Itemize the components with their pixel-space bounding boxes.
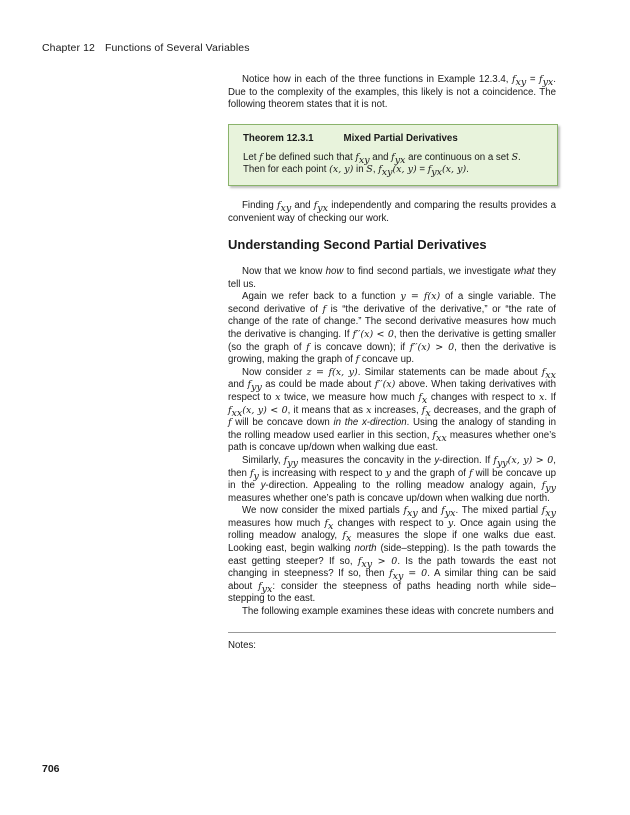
after-theorem-paragraph: Finding $f_{xy}$ and $f_{yx}$ independently and comparing the results provides a convenient way of checking our work. (228, 200, 556, 224)
body-text (228, 266, 556, 619)
theorem-title: Theorem 12.3.1 Mixed Partial Derivatives (243, 133, 458, 144)
chapter-label: Chapter 12 (42, 42, 95, 54)
notes-divider (228, 632, 556, 633)
theorem-body: Let f be defined such that $f_{xy}$ and $f_{yx}$ are continuous on a set S. Then for each point (x, y) in S, $f_{xy}(x$, $y) = f_{yx}(x$, y). (243, 151, 521, 179)
paragraph: Similarly, $f_{yy}$ measures the concavity in the y-direction. If $f_{yy}(x$, y) > 0, then $f_y$ is increasing with respect to y and the graph of f will be concave up in the y-direction. Appealing to the rolling meadow analogy again, $f_{yy}$ measures whether one’s path is concave up/down when walking due north. (228, 454, 556, 504)
chapter-title: Functions of Several Variables (104, 42, 250, 54)
paragraph: Now that we know how to find second partials, we investigate what they tell us. (228, 266, 556, 290)
paragraph: The following example examines these ideas with concrete numbers and (242, 606, 554, 618)
paragraph: Now consider z = f(x, y). Similar statements can be made about $f_{xx}$ and $f_{yy}$ as could be made about f′′(x) above. When taking derivatives with respect to x twice, we measure how much $f_x$ changes with respect to x. If $f_{xx}(x$, y) < 0, it means that as x increases, $f_x$ decreases, and the graph of f will be concave down in the x-direction. Using the analogy of standing in the rolling meadow used earlier in this section, $f_{xx}$ measures whether one’s path is concave up/down when walking due east. (228, 366, 557, 454)
paragraph: Again we refer back to a function y = f(x) of a single variable. The second derivative of f is “the derivative of the derivative,” or “the rate of change of the rate of change.” The second derivative measures how much the derivative is changing. If f′′(x) < 0, then the derivative is getting smaller (so the graph of f is concave down); if f′′(x) > 0, then the derivative is growing, making the graph of f concave up. (228, 291, 556, 366)
running-header (42, 42, 250, 54)
paragraph: We now consider the mixed partials $f_{xy}$ and $f_{yx}$. The mixed partial $f_{xy}$ measures how much $f_x$ changes with respect to y. Once again using the rolling meadow analogy, $f_x$ measures the slope if one walks due east. Looking east, begin walking north (side–stepping). Is the path towards the east getting steeper? If so, $f_{xy} > 0$. Is the path towards the east not changing in steepness? If so, then $f_{xy} = 0$. A similar thing can be said about $f_{yx}$: consider the steepness of paths heading north while side–stepping to the east. (228, 505, 557, 605)
section-heading: Understanding Second Partial Derivatives (228, 237, 487, 252)
notes-label: Notes: (228, 640, 256, 651)
page-number: 706 (42, 763, 60, 775)
theorem-box (228, 124, 558, 186)
intro-paragraph: Notice how in each of the three functions in Example 12.3.4, $f_{xy} = f_{yx}$. Due to the complexity of the examples, this likely is not a coincidence. The following theorem states that it is not. (228, 74, 556, 111)
